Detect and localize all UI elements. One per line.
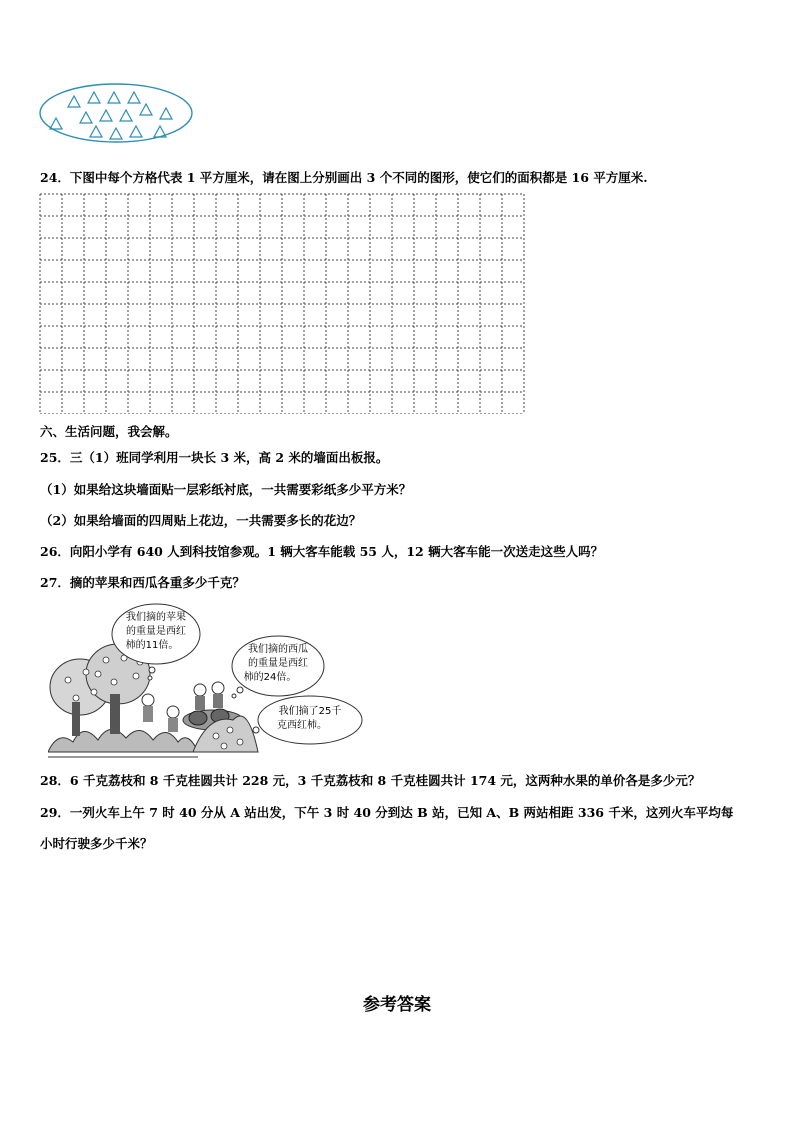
triangle-shape — [140, 104, 152, 115]
bubble-1-line-2: 的重量是西红 — [126, 626, 186, 637]
answer-section-title: 参考答案 — [363, 995, 431, 1015]
triangle-set-ellipse — [38, 82, 198, 144]
triangle-shape — [160, 108, 172, 119]
question-29-line-1: 29．一列火车上午 7 时 40 分从 A 站出发，下午 3 时 40 分到达 B 站，已知 A、B 两站相距 336 千米，这列火车平均每 — [40, 805, 734, 820]
bubble-3-line-2: 克西红柿。 — [277, 720, 327, 731]
question-24: 24．下图中每个方格代表 1 平方厘米，请在图上分别画出 3 个不同的图形，使它们的面积都是 16 平方厘米. — [40, 170, 648, 185]
bubble-2-line-1: 我们摘的西瓜 — [248, 644, 308, 655]
section-6-heading: 六、生活问题，我会解。 — [40, 424, 178, 439]
triangle-shape — [88, 92, 100, 103]
triangle-shape — [110, 128, 122, 139]
bubble-2-line-2: 的重量是西红 — [248, 658, 308, 669]
triangle-shape — [90, 126, 102, 137]
question-28: 28．6 千克荔枝和 8 千克桂圆共计 228 元，3 千克荔枝和 8 千克桂圆共计 174 元，这两种水果的单价各是多少元？ — [40, 773, 701, 788]
triangle-shape — [130, 126, 142, 137]
bubble-1-line-1: 我们摘的苹果 — [126, 612, 186, 623]
triangle-shape — [80, 112, 92, 123]
question-25-part-2: （2）如果给墙面的四周贴上花边，一共需要多长的花边？ — [40, 513, 362, 528]
bubble-3-line-1: 我们摘了25千 — [278, 706, 342, 717]
question-25: 25．三（1）班同学利用一块长 3 米，高 2 米的墙面出板报。 — [40, 450, 389, 465]
question-29-line-2: 小时行驶多少千米？ — [40, 836, 153, 851]
fruit-picking-illustration — [48, 602, 368, 762]
question-27: 27．摘的苹果和西瓜各重多少千克？ — [40, 575, 245, 590]
bubble-2-line-3: 柿的24倍。 — [243, 672, 297, 683]
triangle-shape — [100, 110, 112, 121]
triangle-shape — [50, 118, 62, 129]
square-grid[interactable] — [38, 192, 528, 414]
bubble-1-line-3: 柿的11倍。 — [125, 640, 179, 651]
question-26: 26．向阳小学有 640 人到科技馆参观。1 辆大客车能载 55 人，12 辆大客车能一次送走这些人吗？ — [40, 544, 604, 559]
triangle-shape — [68, 96, 80, 107]
triangle-shape — [120, 110, 132, 121]
question-25-part-1: （1）如果给这块墙面贴一层彩纸衬底，一共需要彩纸多少平方米？ — [40, 482, 412, 497]
triangle-shape — [128, 92, 140, 103]
triangle-shape — [108, 92, 120, 103]
